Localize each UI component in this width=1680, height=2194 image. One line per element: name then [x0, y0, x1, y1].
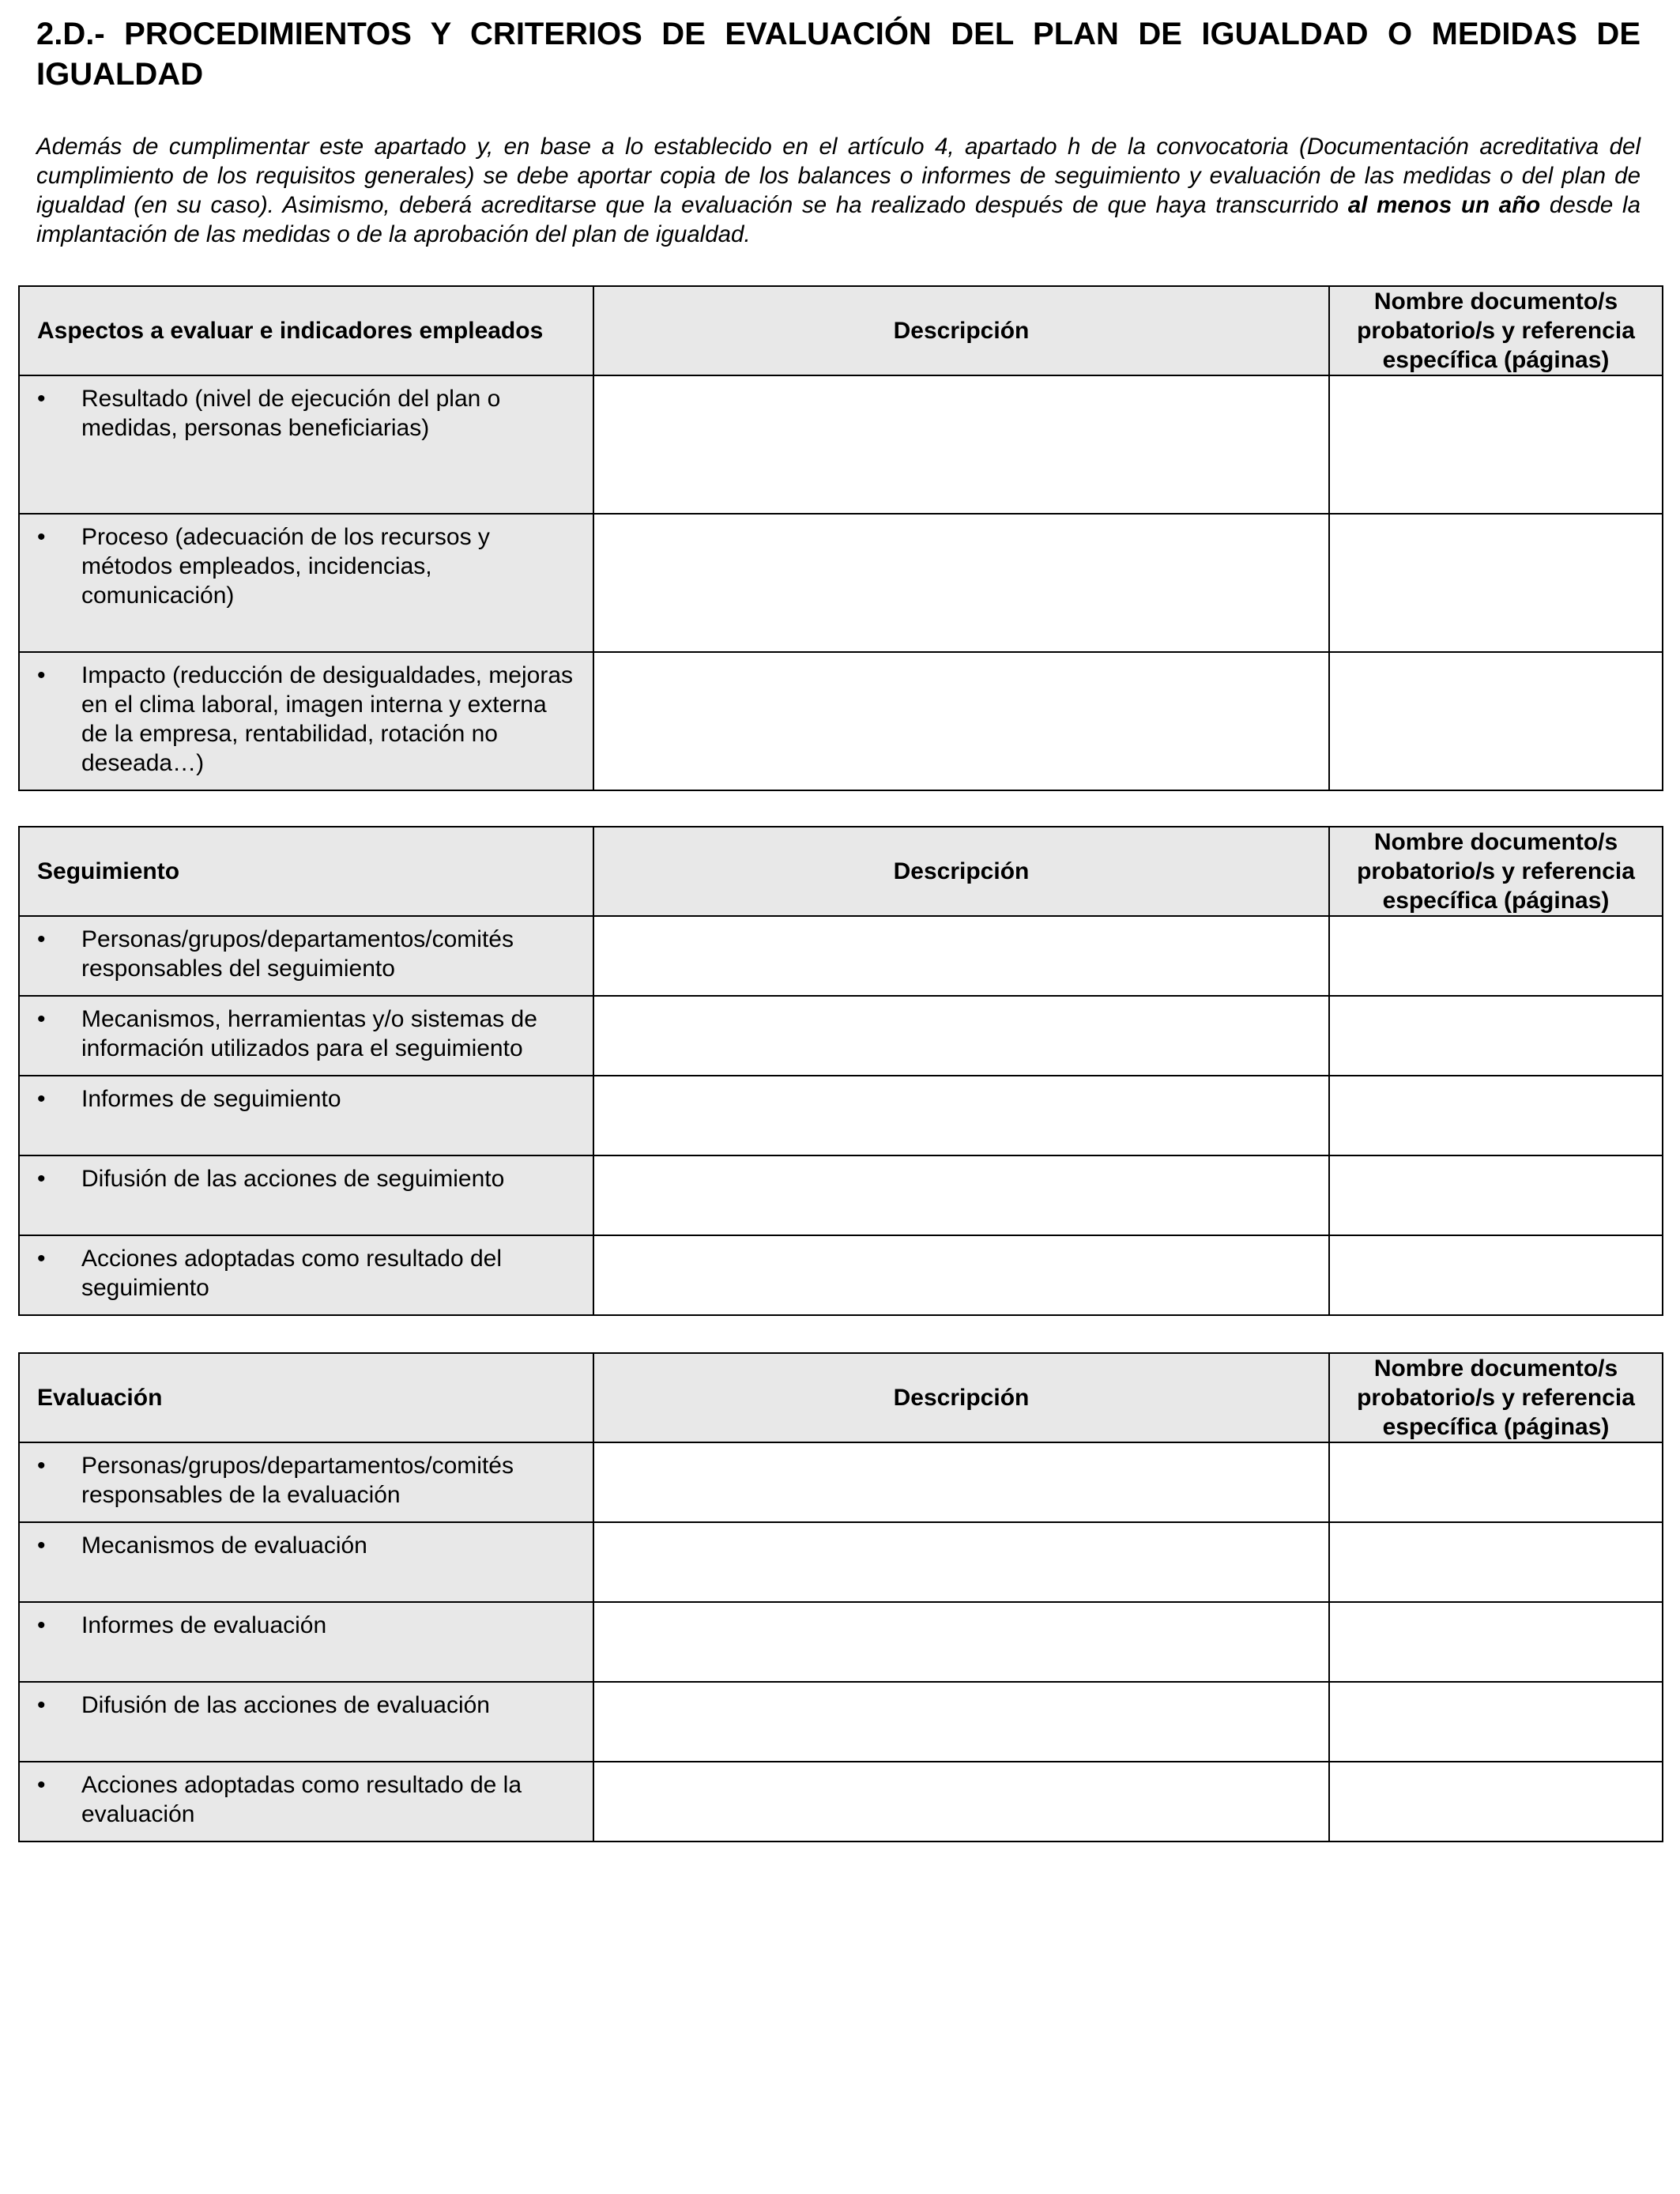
document-reference-cell[interactable] [1329, 514, 1663, 652]
row-label [19, 1522, 593, 1602]
row-label-text: Acciones adoptadas como resultado del seguimiento [81, 1246, 503, 1301]
table-header-row [19, 827, 1663, 916]
description-column-header: Descripción [593, 1353, 1329, 1442]
description-column-header: Descripción [593, 286, 1329, 375]
bullet-icon: • [37, 1246, 46, 1272]
evaluation-table [18, 1352, 1663, 1842]
description-cell[interactable] [593, 916, 1329, 996]
table-row [19, 1522, 1663, 1602]
bullet-icon: • [37, 1612, 46, 1638]
row-label [19, 514, 593, 652]
row-label [19, 1762, 593, 1842]
intro-paragraph [36, 132, 1640, 249]
aspects-column-header: Aspectos a evaluar e indicadores empleados [19, 286, 593, 375]
table-row [19, 1235, 1663, 1315]
intro-text-after: desde la implantación de las medidas o de la aprobación del plan de igualdad. [36, 192, 1640, 247]
row-label-text: Mecanismos de evaluación [81, 1532, 367, 1559]
description-cell[interactable] [593, 1076, 1329, 1155]
description-cell[interactable] [593, 1442, 1329, 1522]
table-row [19, 1076, 1663, 1155]
bullet-icon: • [37, 662, 46, 688]
description-cell[interactable] [593, 996, 1329, 1076]
intro-bold-text: al menos un año [1347, 192, 1541, 218]
table-row [19, 1602, 1663, 1682]
document-reference-cell[interactable] [1329, 1602, 1663, 1682]
table-header-row [19, 1353, 1663, 1442]
document-reference-column-header: Nombre documento/s probatorio/s y referencia específica (páginas) [1329, 827, 1663, 916]
bullet-icon: • [37, 1772, 46, 1798]
document-reference-cell[interactable] [1329, 1155, 1663, 1235]
row-label-text: Informes de seguimiento [81, 1086, 341, 1112]
table-row [19, 916, 1663, 996]
bullet-icon: • [37, 1692, 46, 1718]
bullet-icon: • [37, 1086, 46, 1112]
document-reference-column-header: Nombre documento/s probatorio/s y referencia específica (páginas) [1329, 286, 1663, 375]
document-reference-cell[interactable] [1329, 1682, 1663, 1762]
table-row [19, 1762, 1663, 1842]
description-cell[interactable] [593, 375, 1329, 514]
row-label-text: Personas/grupos/departamentos/comités responsables de la evaluación [81, 1453, 514, 1508]
bullet-icon: • [37, 1006, 46, 1032]
section-heading: 2.D.- PROCEDIMIENTOS Y CRITERIOS DE EVALUACIÓN DEL PLAN DE IGUALDAD O MEDIDAS DE IGUALDAD [36, 17, 1640, 92]
bullet-icon: • [37, 386, 46, 412]
table-row [19, 1155, 1663, 1235]
row-label-text: Proceso (adecuación de los recursos y métodos empleados, incidencias, comunicación) [81, 524, 490, 609]
description-cell[interactable] [593, 1762, 1329, 1842]
document-reference-cell[interactable] [1329, 1235, 1663, 1315]
document-reference-cell[interactable] [1329, 996, 1663, 1076]
row-label-text: Personas/grupos/departamentos/comités responsables del seguimiento [81, 926, 514, 982]
document-reference-cell[interactable] [1329, 1762, 1663, 1842]
row-label [19, 1235, 593, 1315]
row-label [19, 1076, 593, 1155]
aspects-table [18, 285, 1663, 791]
document-reference-cell[interactable] [1329, 916, 1663, 996]
row-label [19, 375, 593, 514]
document-reference-column-header: Nombre documento/s probatorio/s y referencia específica (páginas) [1329, 1353, 1663, 1442]
bullet-icon: • [37, 1453, 46, 1479]
table-header-row [19, 286, 1663, 375]
row-label [19, 1155, 593, 1235]
monitoring-table [18, 826, 1663, 1316]
table-row [19, 652, 1663, 790]
bullet-icon: • [37, 1532, 46, 1559]
row-label [19, 916, 593, 996]
evaluation-column-header: Evaluación [19, 1353, 593, 1442]
row-label [19, 996, 593, 1076]
table-row [19, 1442, 1663, 1522]
row-label-text: Impacto (reducción de desigualdades, mejoras en el clima laboral, imagen interna y externa de la empresa, rentabilidad, rotación no deseada…) [81, 662, 574, 776]
intro-text-before: Además de cumplimentar este apartado y, en base a lo establecido en el artículo 4, apartado h de la convocatoria (Documentación acreditativa del cumplimiento de los requisitos generales) se debe aportar copia de los balances o informes de seguimiento y evaluación de las medidas o del plan de igualdad (en su caso). Asimismo, deberá acreditarse que la evaluación se ha realizado después de que haya transcurrido [36, 134, 1640, 218]
description-cell[interactable] [593, 652, 1329, 790]
row-label-text: Difusión de las acciones de evaluación [81, 1692, 490, 1718]
bullet-icon: • [37, 524, 46, 550]
description-cell[interactable] [593, 1682, 1329, 1762]
description-cell[interactable] [593, 1602, 1329, 1682]
document-reference-cell[interactable] [1329, 1522, 1663, 1602]
description-cell[interactable] [593, 514, 1329, 652]
bullet-icon: • [37, 926, 46, 952]
table-row [19, 996, 1663, 1076]
row-label [19, 652, 593, 790]
row-label [19, 1602, 593, 1682]
document-reference-cell[interactable] [1329, 652, 1663, 790]
table-row [19, 1682, 1663, 1762]
description-cell[interactable] [593, 1235, 1329, 1315]
row-label-text: Informes de evaluación [81, 1612, 327, 1638]
document-reference-cell[interactable] [1329, 375, 1663, 514]
row-label [19, 1442, 593, 1522]
row-label-text: Difusión de las acciones de seguimiento [81, 1166, 505, 1192]
row-label-text: Resultado (nivel de ejecución del plan o medidas, personas beneficiarias) [81, 386, 501, 441]
description-cell[interactable] [593, 1155, 1329, 1235]
description-column-header: Descripción [593, 827, 1329, 916]
row-label [19, 1682, 593, 1762]
monitoring-column-header: Seguimiento [19, 827, 593, 916]
document-reference-cell[interactable] [1329, 1442, 1663, 1522]
row-label-text: Acciones adoptadas como resultado de la evaluación [81, 1772, 522, 1827]
table-row [19, 375, 1663, 514]
document-reference-cell[interactable] [1329, 1076, 1663, 1155]
bullet-icon: • [37, 1166, 46, 1192]
table-row [19, 514, 1663, 652]
description-cell[interactable] [593, 1522, 1329, 1602]
row-label-text: Mecanismos, herramientas y/o sistemas de información utilizados para el seguimiento [81, 1006, 537, 1061]
